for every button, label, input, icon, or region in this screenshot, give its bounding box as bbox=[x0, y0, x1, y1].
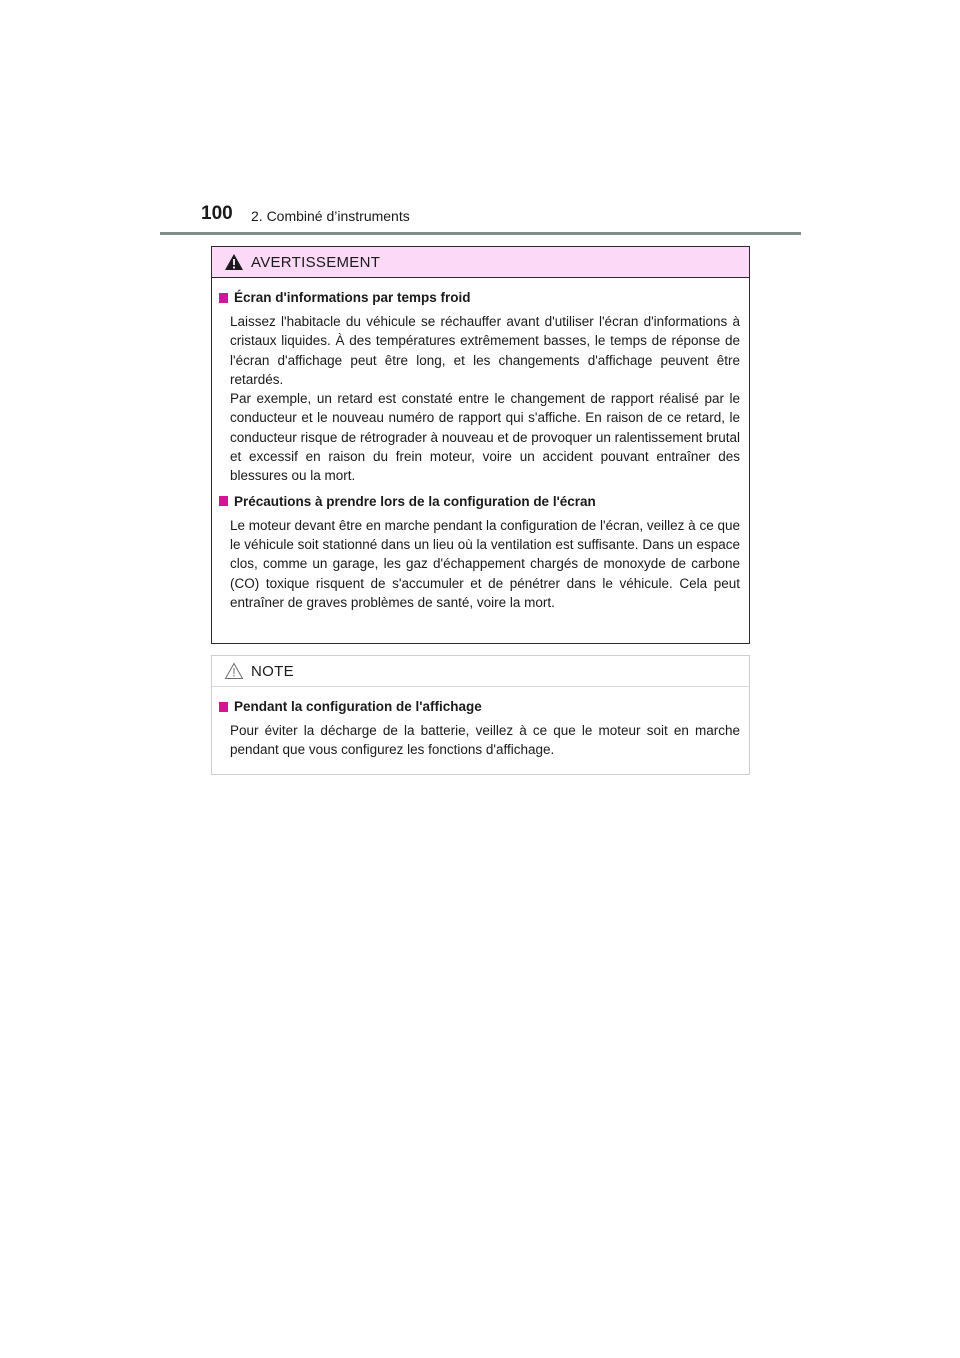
header-rule bbox=[160, 232, 801, 235]
item-heading-text: Précautions à prendre lors de la configuration de l'écran bbox=[234, 493, 596, 509]
note-title: NOTE bbox=[251, 662, 294, 680]
warning-title: AVERTISSEMENT bbox=[251, 253, 381, 271]
note-body bbox=[212, 687, 749, 760]
warning-item bbox=[219, 288, 740, 486]
item-heading bbox=[219, 288, 740, 307]
warning-header bbox=[212, 247, 749, 278]
chapter-title: 2. Combiné d’instruments bbox=[251, 208, 410, 224]
square-bullet-icon bbox=[219, 702, 228, 712]
page-number: 100 bbox=[201, 203, 233, 224]
warning-triangle-icon bbox=[224, 253, 244, 271]
paragraph: Pour éviter la décharge de la batterie, veillez à ce que le moteur soit en marche pendant que vous configurez les fonctions d'affichage. bbox=[230, 723, 740, 758]
item-heading-text: Écran d'informations par temps froid bbox=[234, 290, 471, 305]
item-heading-text: Pendant la configuration de l'affichage bbox=[234, 699, 482, 714]
note-header bbox=[212, 656, 749, 687]
item-heading bbox=[219, 697, 740, 716]
paragraph: Laissez l'habitacle du véhicule se réchauffer avant d'utiliser l'écran d'informations à cristaux liquides. À des températures extrêmement basses, le temps de réponse de l'écran d'affichage peut être long, et les changements d'affichage peuvent être retardés. bbox=[230, 314, 740, 387]
paragraph: Par exemple, un retard est constaté entre le changement de rapport réalisé par le conducteur et le nouveau numéro de rapport qui s'affiche. En raison de ce retard, le conducteur risque de rétrograder à nouveau et de provoquer un ralentissement brutal et excessif en raison du frein moteur, voire un accident pouvant entraîner des blessures ou la mort. bbox=[230, 391, 740, 484]
item-heading bbox=[219, 492, 740, 511]
note-box bbox=[211, 655, 750, 775]
caution-triangle-outline-icon bbox=[224, 662, 244, 680]
square-bullet-icon bbox=[219, 293, 228, 303]
warning-box bbox=[211, 246, 750, 644]
paragraph: Le moteur devant être en marche pendant la configuration de l'écran, veillez à ce que le véhicule soit stationné dans un lieu où la ventilation est suffisante. Dans un espace clos, comme un garage, les gaz d'échappement chargés de monoxyde de carbone (CO) toxique risquent de s'accumuler et de pénétrer dans le véhicule. Cela peut entraîner de graves problèmes de santé, voire la mort. bbox=[230, 517, 740, 610]
square-bullet-icon bbox=[219, 496, 228, 506]
warning-body bbox=[212, 278, 749, 612]
note-item bbox=[219, 697, 740, 760]
page-header bbox=[0, 0, 960, 240]
warning-item bbox=[219, 492, 740, 612]
